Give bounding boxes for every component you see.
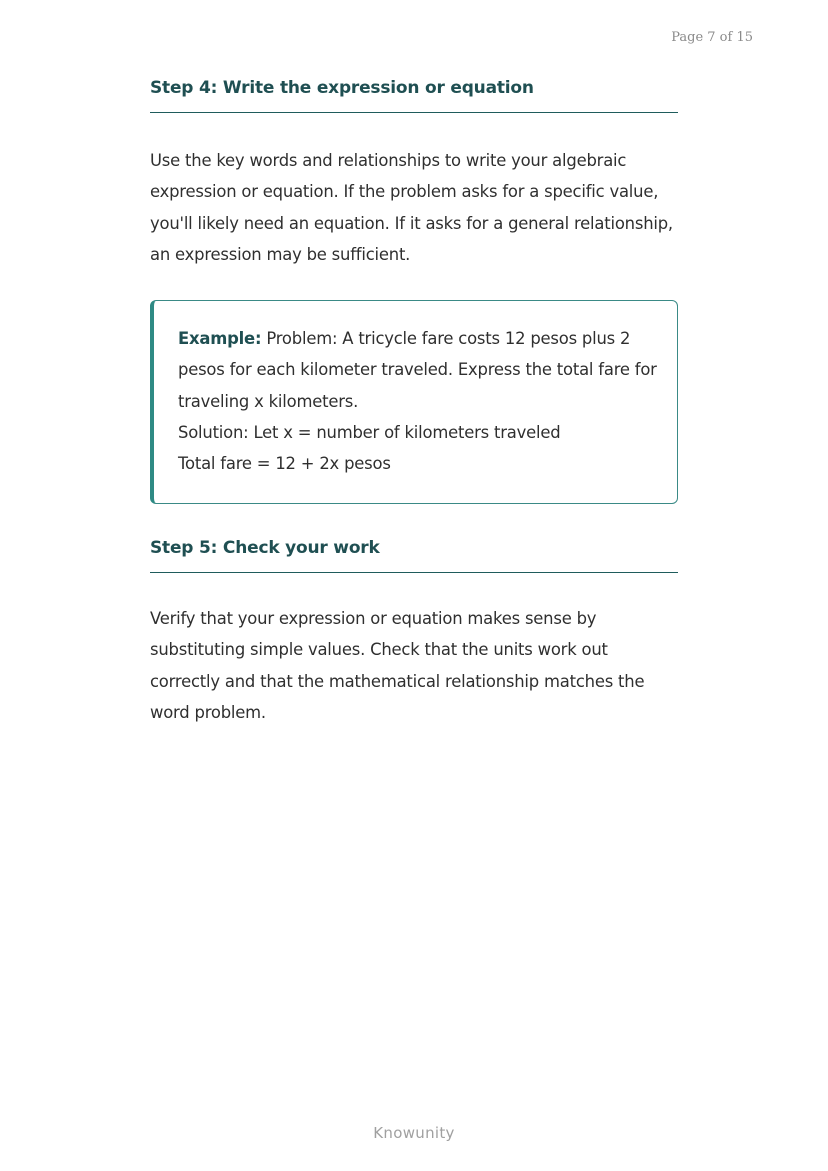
document-content: [150, 78, 678, 728]
step4-body: Use the key words and relationships to write your algebraic expression or equation. If the problem asks for a specific value, you'll likely need an equation. If it asks for a general relationship, an expression may be sufficient.: [150, 151, 673, 264]
step5-body: Verify that your expression or equation makes sense by substituting simple values. Check that the units work out correctly and that the mathematical relationship matches the word problem.: [150, 609, 645, 723]
example-problem: [178, 323, 657, 417]
page-indicator: Page 7 of 15: [671, 30, 753, 45]
example-problem-text: Problem: A tricycle fare costs 12 pesos plus 2 pesos for each kilometer traveled. Express the total fare for traveling x kilometers.: [178, 329, 657, 411]
example-solution: Solution: Let x = number of kilometers traveled: [178, 423, 561, 443]
step5-heading: Step 5: Check your work: [150, 538, 678, 573]
example-box: [150, 300, 678, 504]
step4-heading: Step 4: Write the expression or equation: [150, 78, 678, 113]
example-total: Total fare = 12 + 2x pesos: [178, 454, 391, 474]
example-label: Example:: [178, 329, 262, 349]
footer-brand: Knowunity: [373, 1124, 455, 1142]
